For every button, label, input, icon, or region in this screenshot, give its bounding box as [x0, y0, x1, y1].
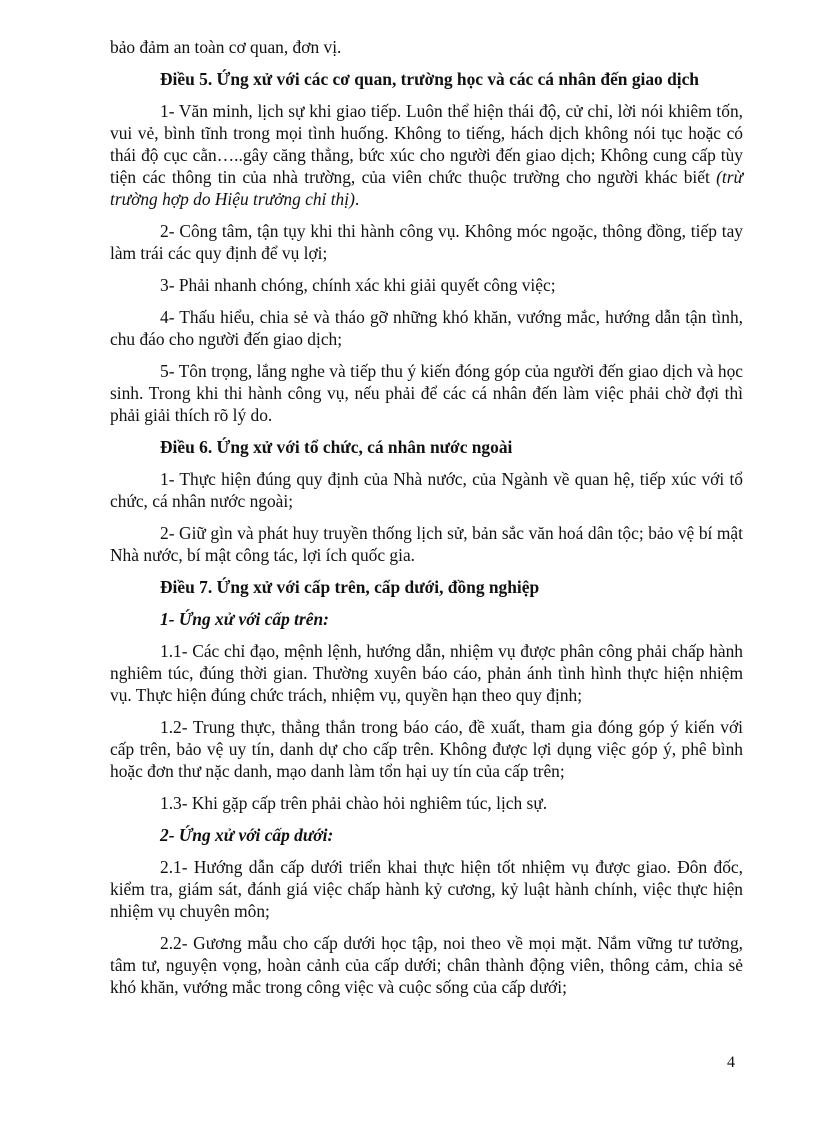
article-7-paragraph-1-3: 1.3- Khi gặp cấp trên phải chào hỏi nghiêm túc, lịch sự.	[160, 793, 548, 813]
article-7-heading: Điều 7. Ứng xử với cấp trên, cấp dưới, đồng nghiệp	[160, 577, 540, 597]
carryover-paragraph: bảo đảm an toàn cơ quan, đơn vị.	[110, 37, 342, 57]
article-5-paragraph-2: 2- Công tâm, tận tụy khi thi hành công vụ. Không móc ngoặc, thông đồng, tiếp tay làm trái các quy định để vụ lợi;	[110, 221, 743, 263]
article-7-paragraph-2-2: 2.2- Gương mẫu cho cấp dưới học tập, noi theo về mọi mặt. Nắm vững tư tưởng, tâm tư, nguyện vọng, hoàn cảnh của cấp dưới; chân thành động viên, thông cảm, chia sẻ khó khăn, vướng mắc trong công việc và cuộc sống của cấp dưới;	[110, 933, 743, 997]
article-5-paragraph-1-text: 1- Văn minh, lịch sự khi giao tiếp. Luôn thể hiện thái độ, cử chỉ, lời nói khiêm tốn, vui vẻ, bình tĩnh trong mọi tình huống. Không to tiếng, hách dịch không nói tục hoặc có thái độ cục cằn…..gây căng thẳng, bức xúc cho người đến giao dịch; Không cung cấp tùy tiện các thông tin của nhà trường, của viên chức thuộc trường cho người khác biết	[110, 101, 743, 187]
article-7-paragraph-1-2: 1.2- Trung thực, thẳng thắn trong báo cáo, đề xuất, tham gia đóng góp ý kiến với cấp trên, bảo vệ uy tín, danh dự cho cấp trên. Không được lợi dụng việc góp ý, phê bình hoặc đơn thư nặc danh, mạo danh làm tổn hại uy tín của cấp trên;	[110, 717, 743, 781]
article-5-paragraph-1	[110, 100, 743, 210]
article-6-paragraph-2: 2- Giữ gìn và phát huy truyền thống lịch sử, bản sắc văn hoá dân tộc; bảo vệ bí mật Nhà nước, bí mật công tác, lợi ích quốc gia.	[110, 523, 743, 565]
article-6-heading: Điều 6. Ứng xử với tổ chức, cá nhân nước ngoài	[160, 437, 513, 457]
article-5-paragraph-1-end: .	[354, 189, 360, 209]
article-5-paragraph-1-italic-note: (trừ trường hợp do Hiệu trưởng chỉ thị)	[110, 167, 743, 209]
article-5-heading: Điều 5. Ứng xử với các cơ quan, trường học và các cá nhân đến giao dịch	[160, 69, 699, 89]
page-number: 4	[727, 1054, 735, 1071]
article-6-paragraph-1: 1- Thực hiện đúng quy định của Nhà nước, của Ngành về quan hệ, tiếp xúc với tổ chức, cá nhân nước ngoài;	[110, 469, 743, 511]
article-5-paragraph-5: 5- Tôn trọng, lắng nghe và tiếp thu ý kiến đóng góp của người đến giao dịch và học sinh. Trong khi thi hành công vụ, nếu phải để các cá nhân đến làm việc phải chờ đợi thì phải giải thích rõ lý do.	[110, 361, 743, 425]
article-5-paragraph-4: 4- Thấu hiểu, chia sẻ và tháo gỡ những khó khăn, vướng mắc, hướng dẫn tận tình, chu đáo cho người đến giao dịch;	[110, 307, 743, 349]
article-7-paragraph-2-1: 2.1- Hướng dẫn cấp dưới triển khai thực hiện tốt nhiệm vụ được giao. Đôn đốc, kiểm tra, giám sát, đánh giá việc chấp hành kỷ cương, kỷ luật hành chính, việc thực hiện nhiệm vụ chuyên môn;	[110, 857, 743, 921]
article-7-subheading-1: 1- Ứng xử với cấp trên:	[160, 609, 329, 629]
article-7-subheading-2: 2- Ứng xử với cấp dưới:	[160, 825, 334, 845]
article-7-paragraph-1-1: 1.1- Các chỉ đạo, mệnh lệnh, hướng dẫn, nhiệm vụ được phân công phải chấp hành nghiêm túc, đúng thời gian. Thường xuyên báo cáo, phản ánh tình hình thực hiện nhiệm vụ. Thực hiện đúng chức trách, nhiệm vụ, quyền hạn theo quy định;	[110, 641, 743, 705]
article-5-paragraph-3: 3- Phải nhanh chóng, chính xác khi giải quyết công việc;	[160, 275, 556, 295]
